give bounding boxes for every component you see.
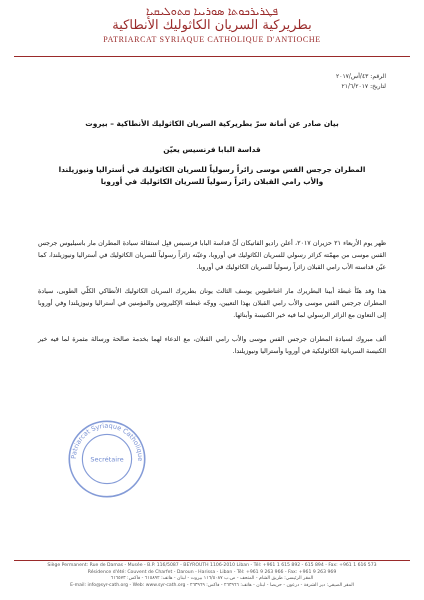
title-line-3: المطران جرجس القس موسى زائراً رسولياً للسريان الكاثوليك في أستراليا ونيوزيلندا <box>58 165 366 174</box>
paragraph-3: ألف مبروك لسيادة المطران جرجس القس موسى والأب رامي القبلان، مع الدعاء لهما بخدمة صالحة ورسالة مثمرة لما فيه خير الكنيسة السريانية الكاثوليكية في أوروبا وأستراليا ونيوزيلندا. <box>38 336 386 355</box>
paragraph-1: ظهر يوم الأربعاء ٢١ حزيران ٢٠١٧، أعلن راديو الفاتيكان أنّ قداسة البابا فرنسيس قبِل استقالة سيادة المطران مار باسيليوس جرجس القس موسى من مهمّته كزائر رسولي للسريان الكاثوليك في أوروبا، وعيّنه زائراً رسولياً للسريان الكاثوليك في أستراليا ونيوزيلندا، كما عيّن قداسته الأب رامي القبلان زائراً رسولياً للسريان الكاثوليك في أوروبا. <box>38 240 386 271</box>
official-stamp <box>66 418 148 500</box>
reference-number: الرقم: ٤٣/أس/٢٠١٧ <box>336 73 386 80</box>
reference-block <box>336 72 386 92</box>
title-line-2: قداسة البابا فرنسيس يعيّن <box>163 145 261 154</box>
statement-body <box>38 238 386 370</box>
footer <box>10 563 414 589</box>
footer-line-1: Siège Permanent: Rue de Damas - Musée - B.P. 116/5087 - BEYROUTH 1106-2010 Liban - Tél: +961 1 615 892 - 615 894 - Fax: +961 1 616 573 <box>47 563 377 568</box>
stamp-center-text: Secrétaire <box>90 455 124 464</box>
statement-title <box>40 118 384 188</box>
reference-date: لتاريخ: ٢١/٦/٢٠١٧ <box>341 83 386 90</box>
letterhead-syriac: ܦܛܪܝܪܟܘܬܐ ܣܘܪܝܝܐ ܩܬܘܠܝܩܝܐ <box>146 5 278 18</box>
title-line-1: بيان صادر عن أمانة سرّ بطريركية السريان الكاثوليك الأنطاكية – بيروت <box>85 119 339 128</box>
paragraph-2: هذا وقد هنّأ غبطة أبينا البطريرك مار اغناطيوس يوسف الثالث يونان بطريرك السريان الكاثوليك الأنطاكي الكلّي الطوبى، سيادة المطران جرجس القس موسى والأب رامي القبلان بهذا التعيين، ووجّه غبطته الإكليروس والمؤمنين في أستراليا ونيوزيلندا وفي أوروبا إلى التعاون مع الزائر الرسولي لما فيه خير الكنيسة وأبنائها. <box>38 288 386 319</box>
letterhead-latin: PATRIARCAT SYRIAQUE CATHOLIQUE D'ANTIOCHE <box>103 35 321 44</box>
stamp-ring-text: Patriarcat Syriaque Catholique <box>69 421 145 462</box>
footer-divider <box>14 560 410 561</box>
footer-line-3: المقر الرئيسي: طريق الشام - المتحف - ص.ب ١١٦/٥٠٨٧ بيروت - لبنان - هاتف: ٦١٥٨٩٢ - فاكس: ٦١٦٥٧٣ <box>110 576 314 581</box>
footer-line-2: Résidence d'été: Couvent de Charfet - Daroun - Harissa - Liban - Tél: +961 9 263 966 - Fax: +961 9 263 969 <box>87 569 337 575</box>
title-line-4: والأب رامي القبلان زائراً رسولياً للسريان الكاثوليك في أوروبا <box>100 177 324 186</box>
letterhead <box>0 6 424 44</box>
footer-line-4: المقر الصيفي: دير الشرفة - درعون - حريصا - لبنان - هاتف: ٢٦٣٩٦٦ - فاكس: ٢٦٣٩٦٩ - E-mail: info@syr-cath.org - Web: www.syr-cath.org <box>70 582 354 588</box>
letterhead-divider <box>14 56 410 57</box>
letterhead-arabic: بطريركية السريان الكاثوليك الأنطاكية <box>112 18 312 33</box>
